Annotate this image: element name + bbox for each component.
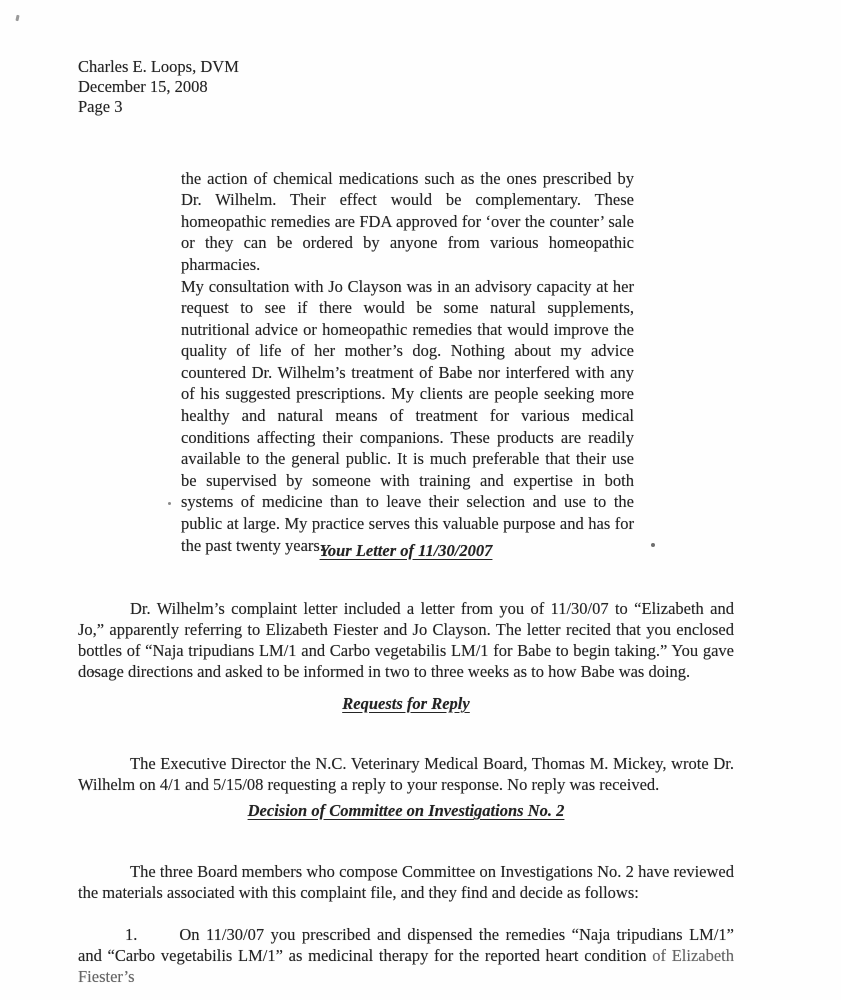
- item-text: On 11/30/07 you prescribed and dispensed the remedies “Naja tripudians LM/1” and “Carbo vegetabilis LM/1” as medicinal therapy for the reported heart condition: [78, 924, 734, 965]
- section-heading-your-letter: Your Letter of 11/30/2007: [319, 541, 493, 560]
- recipient-name: Charles E. Loops, DVM: [78, 57, 239, 76]
- paragraph-decision: The three Board members who compose Committee on Investigations No. 2 have reviewed the materials associated with this complaint file, and they find and decide as follows:: [78, 861, 734, 902]
- scan-speck: [15, 15, 19, 21]
- section-heading-decision: Decision of Committee on Investigations No. 2: [247, 801, 565, 820]
- indented-paragraph-1: the action of chemical medications such as the ones prescribed by Dr. Wilhelm. Their effect would be complementary. These homeopathic remedies are FDA approved for ‘over the counter’ sale or they can be ordered by anyone from various homeopathic pharmacies.: [181, 168, 634, 274]
- page-number: Page 3: [78, 97, 123, 116]
- indented-paragraph-2: My consultation with Jo Clayson was in an advisory capacity at her request to see if there would be some natural supplements, nutritional advice or homeopathic remedies that would improve the quality of life of her mother’s dog. Nothing about my advice countered Dr. Wilhelm’s treatment of Babe nor interfered with any of his suggested prescriptions. My clients are people seeking more healthy and natural means of treatment for various medical conditions affecting their companions. These products are readily available to the general public. It is much preferable that their use be supervised by someone with training and expertise in both systems of medicine than to leave their selection and use to the public at large. My practice serves this valuable purpose and has for the past twenty years.: [181, 276, 634, 555]
- item-number: 1.: [125, 924, 138, 944]
- letter-date: December 15, 2008: [78, 77, 208, 96]
- numbered-item-1: [78, 924, 734, 988]
- paragraph-requests-for-reply: The Executive Director the N.C. Veterinary Medical Board, Thomas M. Mickey, wrote Dr. Wilhelm on 4/1 and 5/15/08 requesting a reply to your response. No reply was received.: [78, 753, 734, 794]
- paragraph-your-letter: Dr. Wilhelm’s complaint letter included a letter from you of 11/30/07 to “Elizabeth and Jo,” apparently referring to Elizabeth Fiester and Jo Clayson. The letter recited that you enclosed bottles of “Naja tripudians LM/1 and Carbo vegetabilis LM/1 for Babe to begin taking.” You gave dosage directions and asked to be informed in two to three weeks as to how Babe was doing.: [78, 598, 734, 682]
- scan-speck: [168, 502, 171, 505]
- section-heading-requests-for-reply: Requests for Reply: [342, 694, 470, 713]
- item-text-faded: of Elizabeth Fiester’s: [78, 945, 734, 987]
- letter-header: [78, 57, 239, 117]
